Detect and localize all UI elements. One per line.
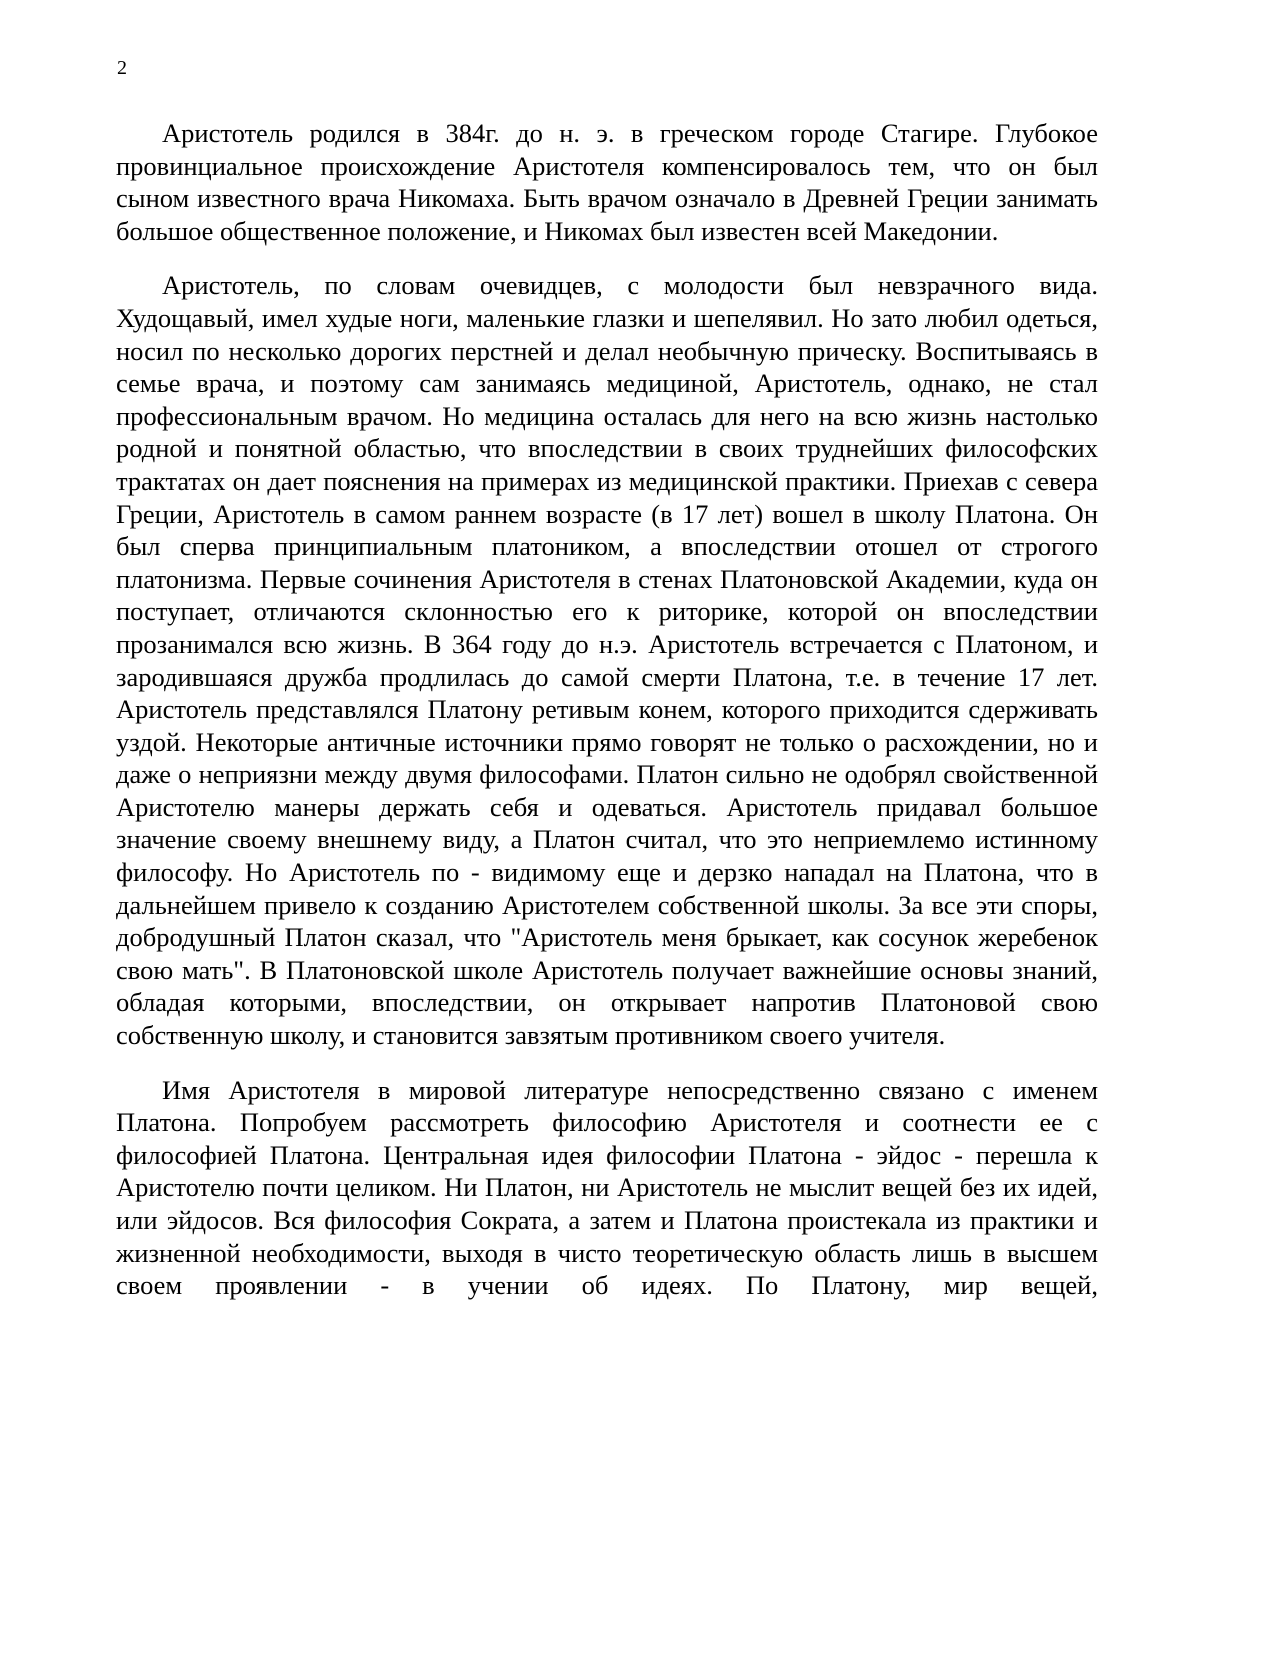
page-number: 2 [117, 57, 127, 79]
document-body [116, 117, 1098, 1302]
paragraph-aristotle-youth-and-plato: Аристотель, по словам очевидцев, с молодости был невзрачного вида. Худощавый, имел худые ноги, маленькие глазки и шепелявил. Но зато любил одеться, носил по несколько дорогих перстней и делал необычную прическу. Воспитываясь в семье врача, и поэтому сам занимаясь медициной, Аристотель, однако, не стал профессиональным врачом. Но медицина осталась для него на всю жизнь настолько родной и понятной областью, что впоследствии в своих труднейших философских трактатах он дает пояснения на примерах из медицинской практики. Приехав с севера Греции, Аристотель в самом раннем возрасте (в 17 лет) вошел в школу Платона. Он был сперва принципиальным платоником, а впоследствии отошел от строгого платонизма. Первые сочинения Аристотеля в стенах Платоновской Академии, куда он поступает, отличаются склонностью его к риторике, которой он впоследствии прозанимался всю жизнь. В 364 году до н.э. Аристотель встречается с Платоном, и зародившаяся дружба продлилась до самой смерти Платона, т.е. в течение 17 лет. Аристотель представлялся Платону ретивым конем, которого приходится сдерживать уздой. Некоторые античные источники прямо говорят не только о расхождении, но и даже о неприязни между двумя философами. Платон сильно не одобрял свойственной Аристотелю манеры держать себя и одеваться. Аристотель придавал большое значение своему внешнему виду, а Платон считал, что это неприемлемо истинному философу. Но Аристотель по - видимому еще и дерзко нападал на Платона, что в дальнейшем привело к созданию Аристотелем собственной школы. За все эти споры, добродушный Платон сказал, что "Аристотель меня брыкает, как сосунок жеребенок свою мать". В Платоновской школе Аристотель получает важнейшие основы знаний, обладая которыми, впоследствии, он открывает напротив Платоновой свою собственную школу, и становится завзятым противником своего учителя. [116, 270, 1098, 1051]
paragraph-aristotle-and-plato-philosophy: Имя Аристотеля в мировой литературе непосредственно связано с именем Платона. Попробуем рассмотреть философию Аристотеля и соотнести ее с философией Платона. Центральная идея философии Платона - эйдос - перешла к Аристотелю почти целиком. Ни Платон, ни Аристотель не мыслит вещей без их идей, или эйдосов. Вся философия Сократа, а затем и Платона проистекала из практики и жизненной необходимости, выходя в чисто теоретическую область лишь в высшем своем проявлении - в учении об идеях. По Платону, мир вещей, [116, 1074, 1098, 1301]
paragraph-aristotle-birth: Аристотель родился в 384г. до н. э. в греческом городе Стагире. Глубокое провинциальное происхождение Аристотеля компенсировалось тем, что он был сыном известного врача Никомаха. Быть врачом означало в Древней Греции занимать большое общественное положение, и Никомах был известен всей Македонии. [116, 118, 1098, 246]
